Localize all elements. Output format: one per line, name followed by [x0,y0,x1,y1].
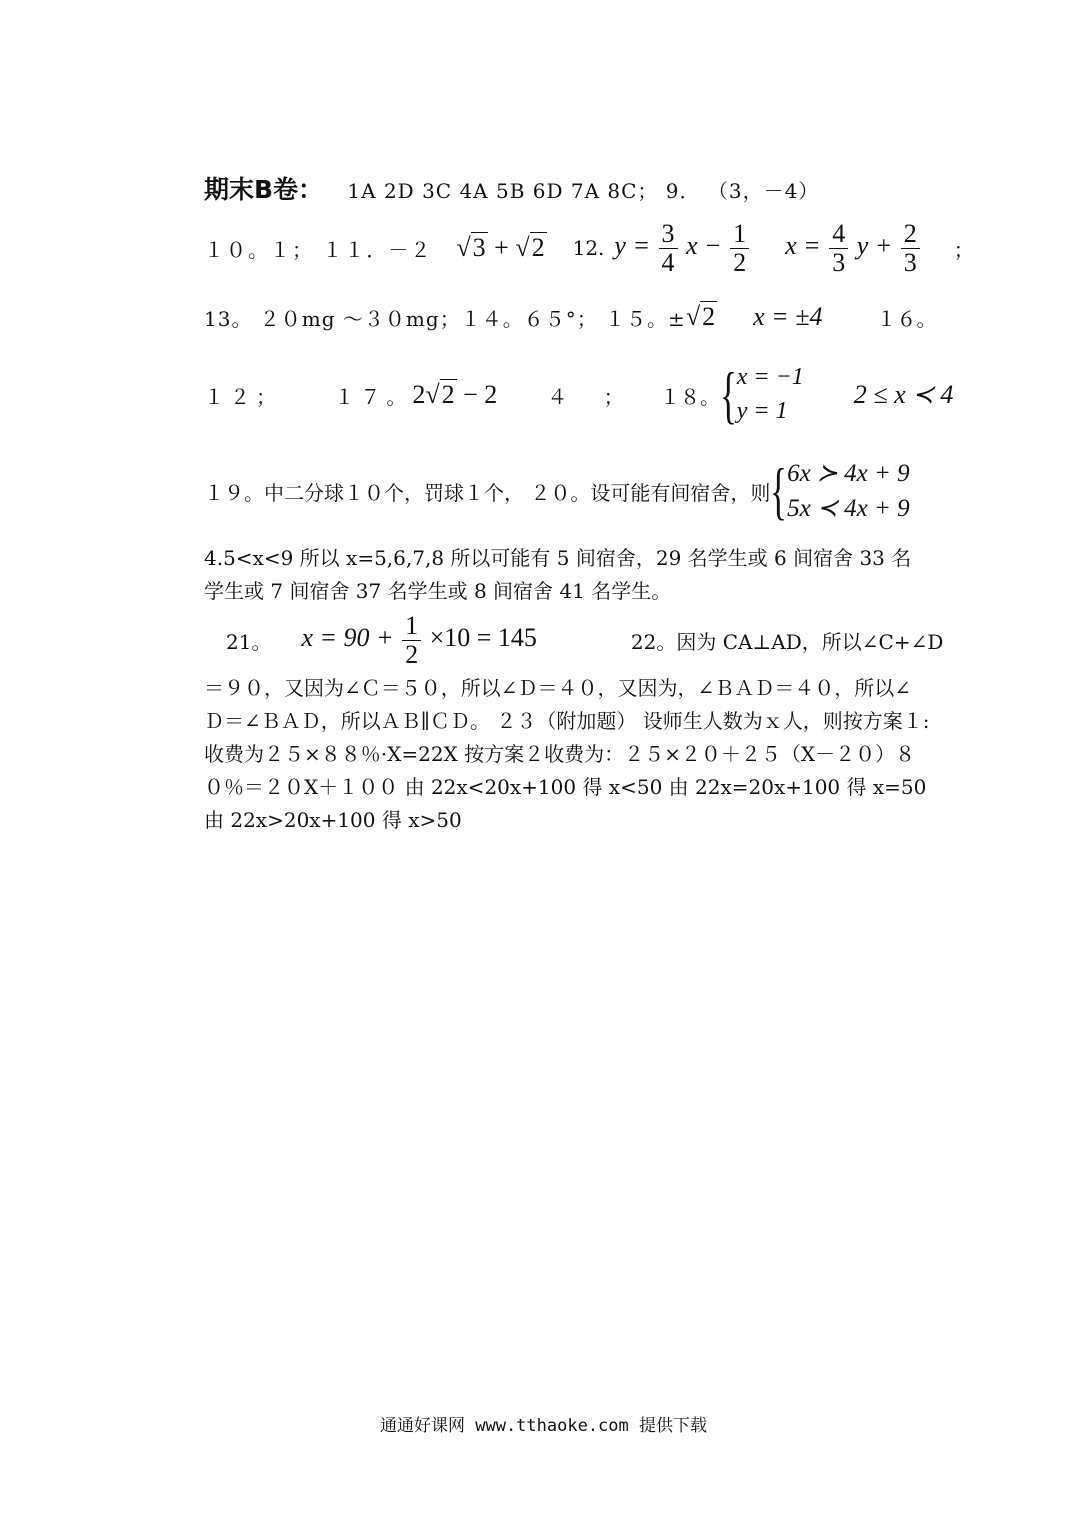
answers-line-1: 1A 2D 3C 4A 5B 6D 7A 8C； 9． （3，－4） [347,179,820,203]
q22-q23-solution: ＝９０，又因为∠Ｃ＝５０，所以∠Ｄ＝４０，又因为，∠ＢＡＤ＝４０，所以∠Ｄ＝∠ＢＡＤ，所以ＡＢ∥ＣＤ。 ２３（附加题） 设师生人数为ｘ人，则按方案１:收费为２５×８８％·X=22X 按方案２收费为：２５×２０＋２５（X－２０）８０％＝２０X＋１００ 由 22x<20x+100 得 x<50 由 22x=20x+100 得 x=50 由 22x>20x+100 得 x>50 [204,676,930,832]
q17-q18-text: ４ ； １８。 [547,384,721,409]
q21-equation: x = 90 + $\frac{1}{2}$ ×10 = 145 [301,611,537,669]
answers-line-3 [204,300,936,334]
q10-q11-text: １０。１； １１．－２ [204,237,433,262]
answers-line-2 [204,220,974,276]
line-2-end: ； [953,237,974,262]
q21-label: 21。 [226,629,272,654]
sqrt-sum: √3 + √2 [456,233,545,262]
q18-system: x = −1 y = 1 [736,364,804,424]
page-footer: 通通好课网 www.tthaoke.com 提供下载 [380,1416,707,1436]
q17-expression: 2√2 − 2 [412,380,498,409]
section-heading: 期末B卷： [204,175,324,204]
q12-equation-1: y = $\frac{3}{4}$ x − $\frac{1}{2}$ [614,220,751,276]
answers-line-21 [226,612,943,668]
q19-q20-text: １９。中二分球１０个，罚球１个， ２０。设可能有间宿舍，则 [204,480,771,505]
q13-q15-text: 13。 ２０mg ～３０mg；１４。６５°； １５。± [204,306,686,331]
x-plus-minus-4: x = ±4 [753,302,823,331]
q20-system: 6x ≻ 4x + 9 5x ≺ 4x + 9 [787,460,910,522]
q12-label: 12. [572,236,605,260]
q16-q17-text: １２； １７。 [204,384,413,409]
q16-label: １６。 [876,306,937,331]
left-brace-icon: { [720,359,737,430]
q12-equation-2: x = $\frac{4}{3}$ y + $\frac{2}{3}$ [785,220,922,276]
answers-line-5 [204,454,910,528]
answers-line-4 [204,360,953,430]
q22-text: 22。因为 CA⊥AD，所以∠C+∠D [630,629,944,654]
left-brace-icon-2: { [770,455,788,526]
sqrt-two: √2 [685,302,716,331]
q18-inequality: 2 ≤ x ≺ 4 [853,380,954,409]
q20-solution: 4.5<x<9 所以 x=5,6,7,8 所以可能有 5 间宿舍，29 名学生或 6 间宿舍 33 名学生或 7 间宿舍 37 名学生或 8 间宿舍 41 名学生。 [204,546,912,603]
